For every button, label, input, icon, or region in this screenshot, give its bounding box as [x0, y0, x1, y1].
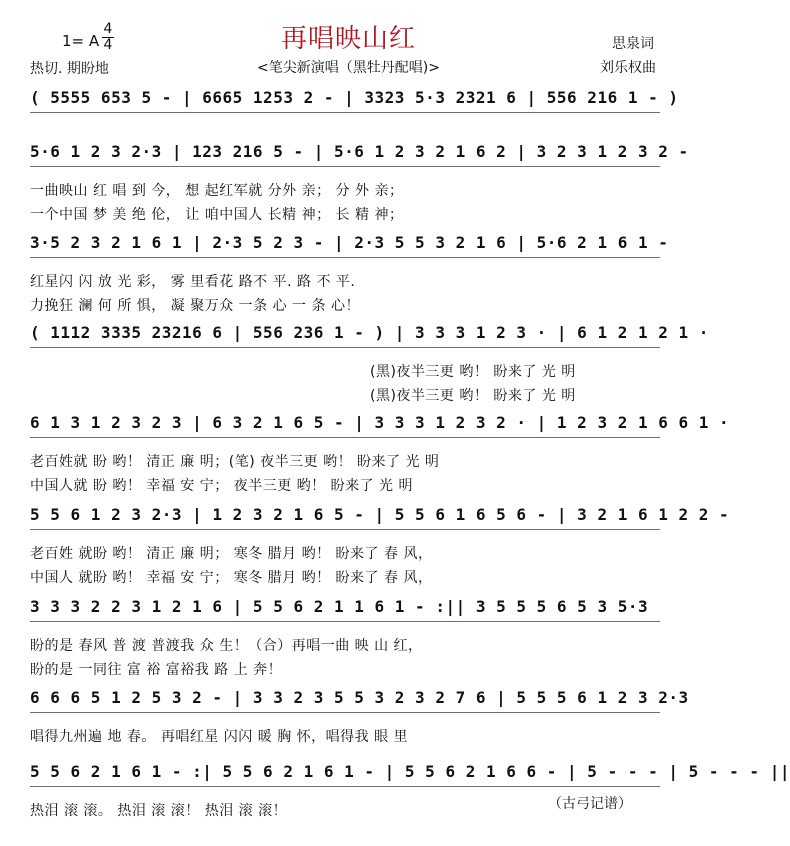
beam-line — [30, 621, 660, 622]
notation-row: 3 3 3 2 2 3 1 2 1 6 | 5 5 6 2 1 1 6 1 - :|| 3 5 5 5 6 5 3 5·3 — [30, 597, 649, 616]
beam-line — [30, 712, 660, 713]
lyric-line-2: 中国人就 盼 哟！ 幸福 安 宁； 夜半三更 哟！ 盼来了 光 明 — [30, 478, 414, 494]
beam-line — [30, 347, 660, 348]
notation-row: 3·5 2 3 2 1 6 1 | 2·3 5 2 3 - | 2·3 5 5 3 2 1 6 | 5·6 2 1 6 1 - — [30, 233, 669, 252]
beam-line — [30, 786, 660, 787]
notation-row: ( 5555 653 5 - | 6665 1253 2 - | 3323 5·3 2321 6 | 556 216 1 - ) — [30, 88, 679, 107]
time-signature — [102, 23, 114, 52]
lyric-line-1: 热泪 滚 滚。 热泪 滚 滚！ 热泪 滚 滚！ — [30, 803, 288, 819]
key-signature: 1= A — [62, 32, 100, 50]
lyric-line-1: (黑)夜半三更 哟！ 盼来了 光 明 — [370, 364, 576, 380]
beam-line — [30, 529, 660, 530]
notation-row: 5 5 6 1 2 3 2·3 | 1 2 3 2 1 6 5 - | 5 5 6 1 6 5 6 - | 3 2 1 6 1 2 2 - — [30, 505, 730, 524]
transcriber-credit: （古弓记谱） — [548, 796, 632, 812]
lyric-line-2: 盼的是 一同往 富 裕 富裕我 路 上 奔！ — [30, 662, 283, 678]
lyric-line-1: 老百姓 就盼 哟！ 清正 廉 明； 寒冬 腊月 哟！ 盼来了 春 风， — [30, 546, 433, 562]
lyric-line-1: 盼的是 春风 普 渡 普渡我 众 生！（合）再唱一曲 映 山 红， — [30, 638, 423, 654]
song-title: 再唱映山红 — [280, 24, 416, 54]
lyric-line-2: (黑)夜半三更 哟！ 盼来了 光 明 — [370, 388, 576, 404]
notation-row: 5 5 6 2 1 6 1 - :| 5 5 6 2 1 6 1 - | 5 5 6 2 1 6 6 - | 5 - - - | 5 - - - || — [30, 762, 790, 781]
notation-row: ( 1112 3335 23216 6 | 556 236 1 - ) | 3 3 3 1 2 3 · | 6 1 2 1 2 1 · — [30, 323, 709, 342]
tempo-marking: 热切. 期盼地 — [30, 61, 109, 77]
subtitle: <笔尖新演唱（黑牡丹配唱)> — [257, 60, 440, 76]
lyric-line-2: 中国人 就盼 哟！ 幸福 安 宁； 寒冬 腊月 哟！ 盼来了 春 风， — [30, 570, 433, 586]
beam-line — [30, 166, 660, 167]
lyric-line-2: 一个中国 梦 美 绝 伦， 让 咱中国人 长精 神； 长 精 神； — [30, 207, 404, 223]
time-signature-top: 4 — [103, 21, 113, 37]
lyricist-credit: 思泉词 — [612, 36, 654, 52]
lyric-line-1: 老百姓就 盼 哟！ 清正 廉 明；(笔) 夜半三更 哟！ 盼来了 光 明 — [30, 454, 440, 470]
notation-row: 6 1 3 1 2 3 2 3 | 6 3 2 1 6 5 - | 3 3 3 1 2 3 2 · | 1 2 3 2 1 6 6 1 · — [30, 413, 730, 432]
lyric-line-1: 一曲映山 红 唱 到 今， 想 起红军就 分外 亲； 分 外 亲； — [30, 183, 404, 199]
lyric-line-2: 力挽狂 澜 何 所 惧， 凝 聚万众 一条 心 一 条 心！ — [30, 298, 360, 314]
beam-line — [30, 257, 660, 258]
notation-row: 5·6 1 2 3 2·3 | 123 216 5 - | 5·6 1 2 3 2 1 6 2 | 3 2 3 1 2 3 2 - — [30, 142, 689, 161]
beam-line — [30, 437, 660, 438]
beam-line — [30, 112, 660, 113]
time-signature-bottom: 4 — [103, 37, 113, 53]
notation-row: 6 6 6 5 1 2 5 3 2 - | 3 3 2 3 5 5 3 2 3 2 7 6 | 5 5 5 6 1 2 3 2·3 — [30, 688, 689, 707]
lyric-line-1: 红星闪 闪 放 光 彩， 雾 里看花 路不 平. 路 不 平. — [30, 274, 356, 290]
lyric-line-1: 唱得九州遍 地 春。 再唱红星 闪闪 暖 胸 怀，唱得我 眼 里 — [30, 729, 409, 745]
composer-credit: 刘乐权曲 — [600, 60, 656, 76]
